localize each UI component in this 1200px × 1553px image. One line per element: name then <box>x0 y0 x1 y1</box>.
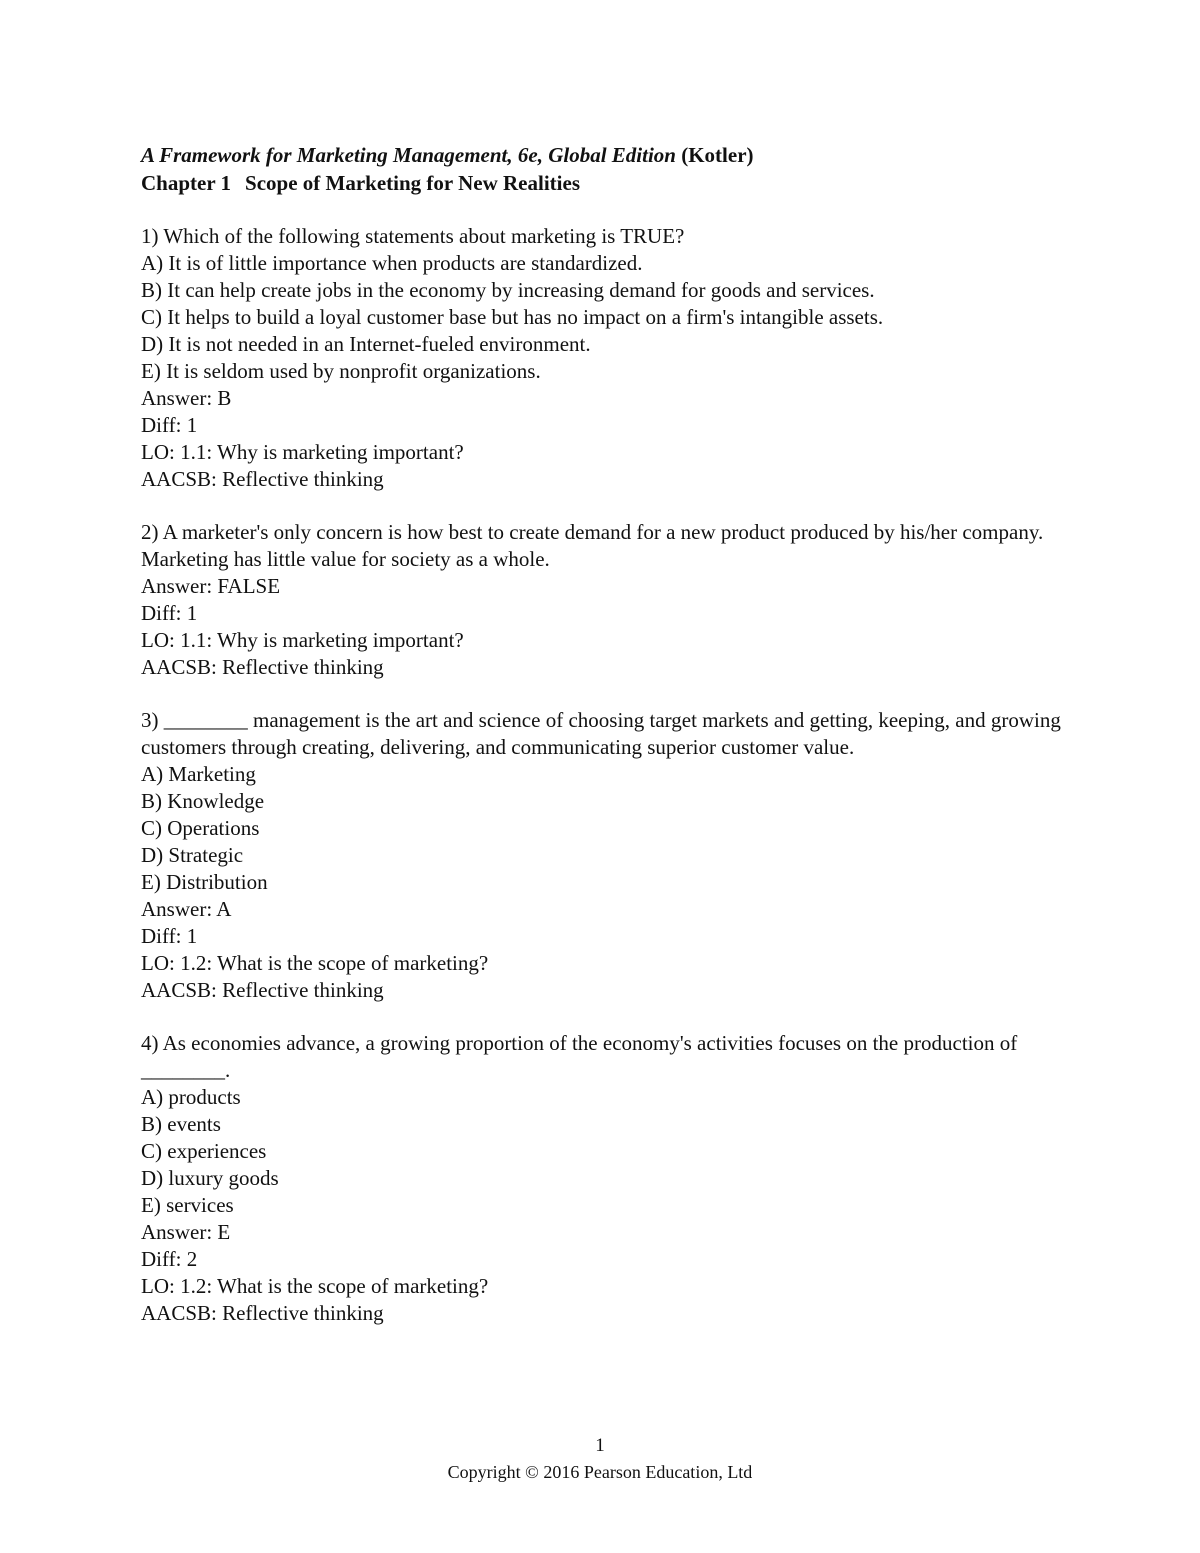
answer-option: B) events <box>141 1112 221 1136</box>
answer-key: Answer: A <box>141 897 232 921</box>
answer-option: A) It is of little importance when products are standardized. <box>141 251 643 275</box>
chapter-heading <box>141 169 1071 197</box>
question-1 <box>141 223 1071 493</box>
learning-objective: LO: 1.2: What is the scope of marketing? <box>141 1274 489 1298</box>
book-author: (Kotler) <box>681 143 754 167</box>
answer-option: E) It is seldom used by nonprofit organizations. <box>141 359 541 383</box>
answer-option: B) Knowledge <box>141 789 265 813</box>
question-3 <box>141 707 1071 1004</box>
difficulty: Diff: 2 <box>141 1247 198 1271</box>
answer-option: A) Marketing <box>141 762 256 786</box>
question-4 <box>141 1030 1071 1327</box>
question-stem: 3) ________ management is the art and science of choosing target markets and getting, keeping, and growing customers through creating, delivering, and communicating superior customer value. <box>141 708 1061 759</box>
answer-option: E) Distribution <box>141 870 268 894</box>
book-title-line <box>141 141 1071 169</box>
answer-option: C) It helps to build a loyal customer base but has no impact on a firm's intangible assets. <box>141 305 884 329</box>
question-stem: 4) As economies advance, a growing proportion of the economy's activities focuses on the production of ________. <box>141 1031 1018 1082</box>
copyright-notice: Copyright © 2016 Pearson Education, Ltd <box>447 1462 753 1482</box>
answer-option: C) Operations <box>141 816 260 840</box>
aacsb-tag: AACSB: Reflective thinking <box>141 978 384 1002</box>
book-title: A Framework for Marketing Management, 6e, Global Edition <box>141 143 676 167</box>
page-number: 1 <box>595 1435 605 1456</box>
learning-objective: LO: 1.2: What is the scope of marketing? <box>141 951 489 975</box>
answer-option: B) It can help create jobs in the economy by increasing demand for goods and services. <box>141 278 875 302</box>
answer-option: D) It is not needed in an Internet-fueled environment. <box>141 332 591 356</box>
answer-option: D) luxury goods <box>141 1166 279 1190</box>
question-2 <box>141 519 1071 681</box>
question-stem: 1) Which of the following statements about marketing is TRUE? <box>141 224 685 248</box>
difficulty: Diff: 1 <box>141 924 198 948</box>
question-stem: 2) A marketer's only concern is how best to create demand for a new product produced by his/her company. Marketing has little value for society as a whole. <box>141 520 1044 571</box>
aacsb-tag: AACSB: Reflective thinking <box>141 655 384 679</box>
answer-option: C) experiences <box>141 1139 267 1163</box>
difficulty: Diff: 1 <box>141 413 198 437</box>
learning-objective: LO: 1.1: Why is marketing important? <box>141 628 464 652</box>
chapter-title: Scope of Marketing for New Realities <box>245 171 580 195</box>
answer-key: Answer: E <box>141 1220 231 1244</box>
answer-option: E) services <box>141 1193 234 1217</box>
answer-key: Answer: B <box>141 386 232 410</box>
chapter-label: Chapter 1 <box>141 171 232 195</box>
page-content <box>141 141 1071 1353</box>
answer-option: D) Strategic <box>141 843 244 867</box>
aacsb-tag: AACSB: Reflective thinking <box>141 1301 384 1325</box>
difficulty: Diff: 1 <box>141 601 198 625</box>
learning-objective: LO: 1.1: Why is marketing important? <box>141 440 464 464</box>
answer-key: Answer: FALSE <box>141 574 281 598</box>
answer-option: A) products <box>141 1085 241 1109</box>
aacsb-tag: AACSB: Reflective thinking <box>141 467 384 491</box>
